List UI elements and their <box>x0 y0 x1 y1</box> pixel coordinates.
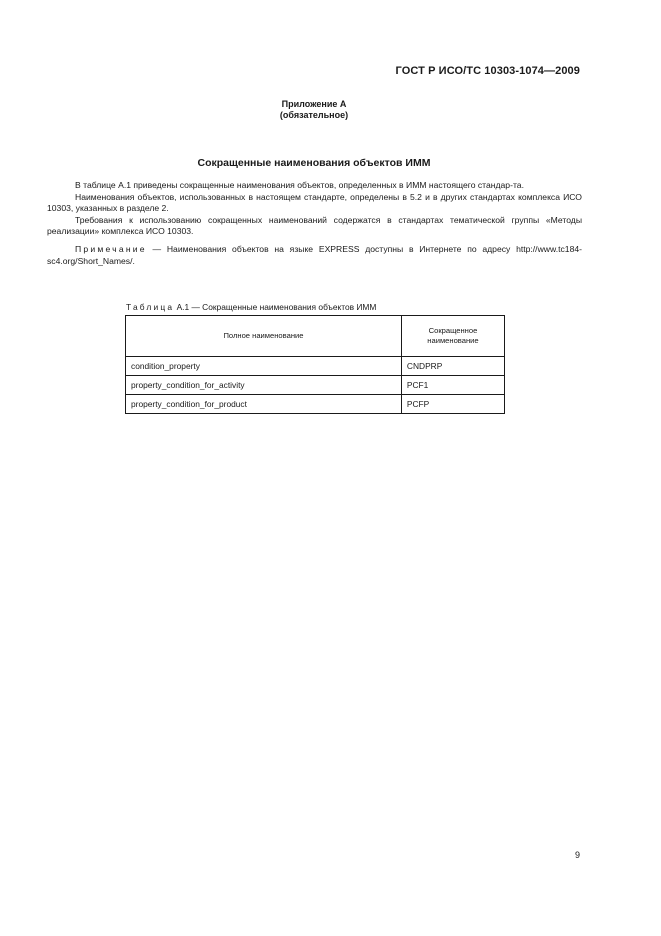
table-row <box>126 376 505 395</box>
body-text <box>47 180 582 267</box>
full-name-cell: condition_property <box>126 357 402 376</box>
standard-code: ГОСТ Р ИСО/ТС 10303-1074—2009 <box>395 65 580 77</box>
paragraph: Наименования объектов, использованных в настоящем стандарте, определены в 5.2 и в других стандартах комплекса ИСО 10303, указанных в разделе 2. <box>47 191 582 214</box>
table-row <box>126 357 505 376</box>
table-caption <box>126 302 376 312</box>
note-label: Примечание <box>75 243 147 254</box>
table-caption-label: Таблица <box>126 302 175 312</box>
short-names-table <box>125 315 505 414</box>
short-name-cell: PCF1 <box>401 376 504 395</box>
column-header-short-name: Сокращенное наименование <box>401 316 504 357</box>
note <box>47 244 582 267</box>
full-name-cell: property_condition_for_product <box>126 395 402 414</box>
section-title: Сокращенные наименования объектов ИММ <box>197 157 431 169</box>
paragraph: Требования к использованию сокращенных наименований содержатся в стандартах тематической группы «Методы реализации» комплекса ИСО 10303. <box>47 214 582 237</box>
short-name-cell: PCFP <box>401 395 504 414</box>
column-header-full-name: Полное наименование <box>126 316 402 357</box>
page-number: 9 <box>575 850 581 860</box>
annex-status: (обязательное) <box>279 110 349 120</box>
table-caption-text: А.1 — Сокращенные наименования объектов ИММ <box>174 302 377 312</box>
short-name-cell: CNDPRP <box>401 357 504 376</box>
note-text: — Наименования объектов на языке EXPRESS доступны в Интернете по адресу http://www.tc184-sc4.org/Short_Names/. <box>47 243 582 266</box>
annex-heading <box>0 99 628 121</box>
table-row <box>126 395 505 414</box>
table-header-row <box>126 316 505 357</box>
paragraph: В таблице А.1 приведены сокращенные наименования объектов, определенных в ИММ настоящего стандар-та. <box>75 180 524 190</box>
annex-title: Приложение А <box>281 99 347 109</box>
full-name-cell: property_condition_for_activity <box>126 376 402 395</box>
